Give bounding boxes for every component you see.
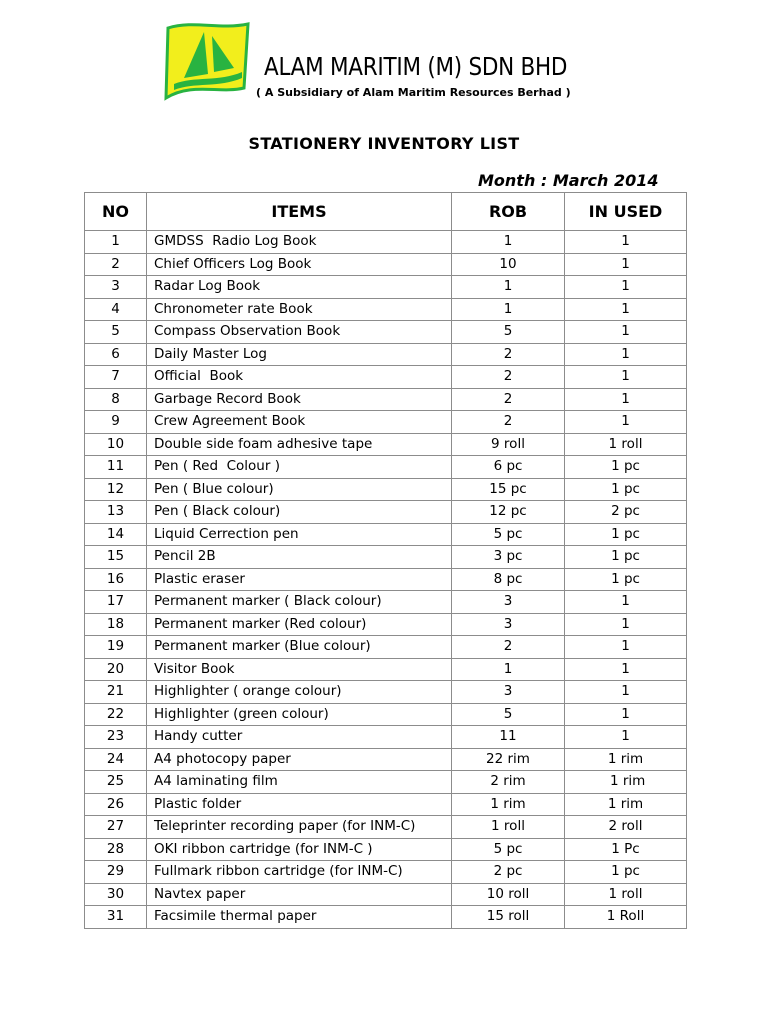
table-row <box>85 681 687 704</box>
cell-rob: 15 pc <box>452 478 565 501</box>
cell-item: Compass Observation Book <box>147 321 452 344</box>
cell-in-used: 1 <box>565 343 687 366</box>
cell-item: Visitor Book <box>147 658 452 681</box>
cell-rob: 2 rim <box>452 771 565 794</box>
cell-item: Navtex paper <box>147 883 452 906</box>
cell-rob: 2 pc <box>452 861 565 884</box>
cell-in-used: 1 pc <box>565 861 687 884</box>
cell-rob: 3 <box>452 591 565 614</box>
company-logo-icon <box>164 20 250 102</box>
cell-item: Highlighter ( orange colour) <box>147 681 452 704</box>
cell-in-used: 2 pc <box>565 501 687 524</box>
table-row <box>85 253 687 276</box>
cell-in-used: 1 Pc <box>565 838 687 861</box>
cell-no: 12 <box>85 478 147 501</box>
table-row <box>85 838 687 861</box>
table-row <box>85 658 687 681</box>
cell-no: 23 <box>85 726 147 749</box>
table-row <box>85 388 687 411</box>
table-row <box>85 501 687 524</box>
cell-in-used: 1 roll <box>565 433 687 456</box>
cell-rob: 2 <box>452 343 565 366</box>
table-row <box>85 771 687 794</box>
cell-item: Garbage Record Book <box>147 388 452 411</box>
table-row <box>85 343 687 366</box>
cell-item: Liquid Cerrection pen <box>147 523 452 546</box>
cell-item: Chronometer rate Book <box>147 298 452 321</box>
cell-in-used: 1 <box>565 411 687 434</box>
cell-in-used: 1 pc <box>565 568 687 591</box>
cell-no: 14 <box>85 523 147 546</box>
table-row <box>85 726 687 749</box>
cell-rob: 2 <box>452 366 565 389</box>
cell-item: Pencil 2B <box>147 546 452 569</box>
table-row <box>85 298 687 321</box>
cell-item: Chief Officers Log Book <box>147 253 452 276</box>
cell-rob: 1 <box>452 658 565 681</box>
cell-in-used: 1 pc <box>565 546 687 569</box>
cell-rob: 10 <box>452 253 565 276</box>
table-row <box>85 861 687 884</box>
cell-in-used: 1 <box>565 366 687 389</box>
cell-no: 17 <box>85 591 147 614</box>
cell-in-used: 1 <box>565 253 687 276</box>
cell-in-used: 1 roll <box>565 883 687 906</box>
cell-in-used: 1 <box>565 231 687 254</box>
cell-in-used: 1 Roll <box>565 906 687 929</box>
cell-in-used: 1 <box>565 726 687 749</box>
cell-no: 9 <box>85 411 147 434</box>
cell-no: 1 <box>85 231 147 254</box>
cell-no: 15 <box>85 546 147 569</box>
cell-in-used: 1 <box>565 388 687 411</box>
cell-item: Facsimile thermal paper <box>147 906 452 929</box>
table-row <box>85 276 687 299</box>
cell-item: Crew Agreement Book <box>147 411 452 434</box>
table-row <box>85 456 687 479</box>
cell-item: Radar Log Book <box>147 276 452 299</box>
cell-rob: 5 pc <box>452 523 565 546</box>
table-row <box>85 748 687 771</box>
cell-item: Teleprinter recording paper (for INM-C) <box>147 816 452 839</box>
cell-rob: 3 <box>452 613 565 636</box>
cell-no: 29 <box>85 861 147 884</box>
cell-in-used: 1 <box>565 613 687 636</box>
cell-rob: 1 <box>452 231 565 254</box>
cell-item: Double side foam adhesive tape <box>147 433 452 456</box>
cell-in-used: 1 <box>565 636 687 659</box>
cell-rob: 15 roll <box>452 906 565 929</box>
cell-no: 16 <box>85 568 147 591</box>
cell-rob: 3 <box>452 681 565 704</box>
cell-in-used: 1 <box>565 591 687 614</box>
inventory-table <box>84 192 687 929</box>
table-row <box>85 231 687 254</box>
cell-no: 26 <box>85 793 147 816</box>
cell-item: Plastic eraser <box>147 568 452 591</box>
cell-rob: 2 <box>452 411 565 434</box>
cell-no: 7 <box>85 366 147 389</box>
cell-item: Pen ( Red Colour ) <box>147 456 452 479</box>
cell-in-used: 1 <box>565 298 687 321</box>
cell-no: 31 <box>85 906 147 929</box>
cell-no: 20 <box>85 658 147 681</box>
table-row <box>85 478 687 501</box>
table-row <box>85 591 687 614</box>
table-row <box>85 523 687 546</box>
cell-in-used: 2 roll <box>565 816 687 839</box>
cell-in-used: 1 <box>565 321 687 344</box>
column-header-items: ITEMS <box>147 193 452 231</box>
table-header-row <box>85 193 687 231</box>
table-row <box>85 433 687 456</box>
cell-no: 8 <box>85 388 147 411</box>
cell-rob: 1 <box>452 276 565 299</box>
table-row <box>85 546 687 569</box>
table-row <box>85 613 687 636</box>
cell-rob: 1 roll <box>452 816 565 839</box>
cell-in-used: 1 <box>565 703 687 726</box>
cell-no: 27 <box>85 816 147 839</box>
cell-in-used: 1 <box>565 276 687 299</box>
cell-item: A4 photocopy paper <box>147 748 452 771</box>
cell-item: Pen ( Black colour) <box>147 501 452 524</box>
cell-no: 30 <box>85 883 147 906</box>
cell-item: Permanent marker (Blue colour) <box>147 636 452 659</box>
cell-item: Official Book <box>147 366 452 389</box>
cell-in-used: 1 pc <box>565 478 687 501</box>
cell-item: OKI ribbon cartridge (for INM-C ) <box>147 838 452 861</box>
cell-in-used: 1 pc <box>565 456 687 479</box>
cell-in-used: 1 rim <box>565 748 687 771</box>
cell-no: 6 <box>85 343 147 366</box>
table-row <box>85 883 687 906</box>
table-row <box>85 906 687 929</box>
cell-no: 18 <box>85 613 147 636</box>
column-header-in-used: IN USED <box>565 193 687 231</box>
cell-no: 3 <box>85 276 147 299</box>
table-row <box>85 793 687 816</box>
cell-item: Highlighter (green colour) <box>147 703 452 726</box>
cell-in-used: 1 <box>565 658 687 681</box>
cell-item: A4 laminating film <box>147 771 452 794</box>
table-row <box>85 568 687 591</box>
cell-no: 5 <box>85 321 147 344</box>
cell-item: Pen ( Blue colour) <box>147 478 452 501</box>
cell-no: 2 <box>85 253 147 276</box>
cell-no: 24 <box>85 748 147 771</box>
subsidiary-note: ( A Subsidiary of Alam Maritim Resources Berhad ) <box>256 86 571 99</box>
cell-no: 10 <box>85 433 147 456</box>
cell-rob: 8 pc <box>452 568 565 591</box>
cell-no: 13 <box>85 501 147 524</box>
cell-item: GMDSS Radio Log Book <box>147 231 452 254</box>
table-row <box>85 636 687 659</box>
cell-rob: 22 rim <box>452 748 565 771</box>
cell-no: 25 <box>85 771 147 794</box>
cell-rob: 5 pc <box>452 838 565 861</box>
cell-item: Plastic folder <box>147 793 452 816</box>
column-header-no: NO <box>85 193 147 231</box>
cell-no: 21 <box>85 681 147 704</box>
cell-rob: 9 roll <box>452 433 565 456</box>
cell-rob: 3 pc <box>452 546 565 569</box>
cell-rob: 5 <box>452 321 565 344</box>
cell-no: 28 <box>85 838 147 861</box>
cell-rob: 10 roll <box>452 883 565 906</box>
table-row <box>85 816 687 839</box>
cell-no: 19 <box>85 636 147 659</box>
column-header-rob: ROB <box>452 193 565 231</box>
cell-rob: 2 <box>452 388 565 411</box>
table-row <box>85 366 687 389</box>
cell-rob: 12 pc <box>452 501 565 524</box>
cell-item: Handy cutter <box>147 726 452 749</box>
cell-rob: 5 <box>452 703 565 726</box>
cell-no: 22 <box>85 703 147 726</box>
cell-rob: 11 <box>452 726 565 749</box>
cell-item: Permanent marker ( Black colour) <box>147 591 452 614</box>
month-label: Month : March 2014 <box>478 171 659 190</box>
table-row <box>85 321 687 344</box>
cell-rob: 1 rim <box>452 793 565 816</box>
table-row <box>85 411 687 434</box>
cell-in-used: 1 <box>565 681 687 704</box>
cell-in-used: 1 rim <box>565 771 687 794</box>
cell-rob: 2 <box>452 636 565 659</box>
cell-no: 4 <box>85 298 147 321</box>
company-name: ALAM MARITIM (M) SDN BHD <box>264 52 568 81</box>
table-body <box>85 231 687 929</box>
cell-no: 11 <box>85 456 147 479</box>
cell-item: Fullmark ribbon cartridge (for INM-C) <box>147 861 452 884</box>
document-title: STATIONERY INVENTORY LIST <box>248 134 520 153</box>
cell-rob: 6 pc <box>452 456 565 479</box>
cell-in-used: 1 pc <box>565 523 687 546</box>
cell-rob: 1 <box>452 298 565 321</box>
cell-item: Permanent marker (Red colour) <box>147 613 452 636</box>
cell-item: Daily Master Log <box>147 343 452 366</box>
cell-in-used: 1 rim <box>565 793 687 816</box>
table-row <box>85 703 687 726</box>
